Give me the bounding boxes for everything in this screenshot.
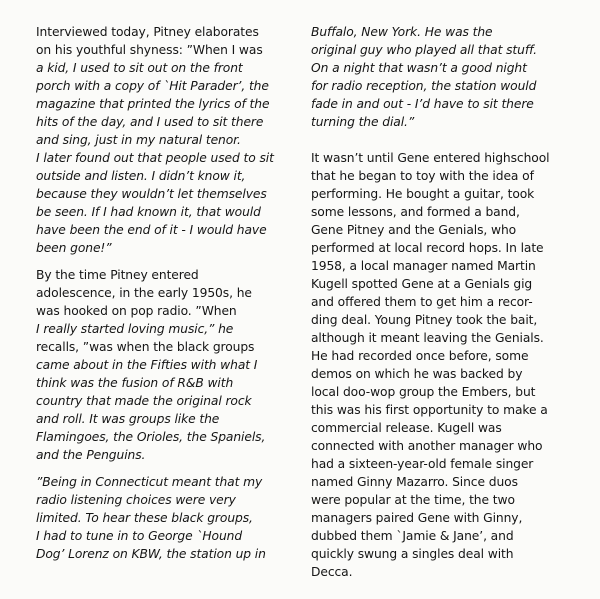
text-line: named Ginny Mazarro. Since duos	[311, 475, 518, 489]
text-line: He had recorded once before, some	[311, 349, 529, 363]
text-line: hits of the day, and I used to sit there	[36, 115, 264, 129]
text-line: Flamingoes, the Orioles, the Spaniels,	[36, 430, 266, 444]
text-line: and the Penguins.	[36, 448, 146, 462]
text-line: Kugell spotted Gene at a Genials gig	[311, 277, 533, 291]
text-line: ding deal. Young Pitney took the bait,	[311, 313, 538, 327]
text-line: commercial release. Kugell was	[311, 421, 502, 435]
text-line: I really started loving music,” he	[36, 322, 234, 336]
text-line: local doo-wop group the Embers, but	[311, 385, 536, 399]
text-line: Decca.	[311, 565, 353, 579]
text-line: demos on which he was backed by	[311, 367, 523, 381]
text-line: this was his first opportunity to make a	[311, 403, 548, 417]
text-line: turning the dial.”	[311, 115, 415, 129]
text-line: original guy who played all that stuff.	[311, 43, 537, 57]
text-line: dubbed them `Jamie & Jane’, and	[311, 529, 514, 543]
text-line: and roll. It was groups like the	[36, 412, 220, 426]
text-line: came about in the Fifties with what I	[36, 358, 258, 372]
text-line: managers paired Gene with Ginny,	[311, 511, 523, 525]
text-line: recalls, ”was when the black groups	[36, 340, 255, 354]
text-line: Interviewed today, Pitney elaborates	[36, 25, 259, 39]
text-line: fade in and out - I’d have to sit there	[311, 97, 534, 111]
text-line: and offered them to get him a recor-	[311, 295, 533, 309]
text-line: outside and listen. I didn’t know it,	[36, 169, 246, 183]
text-line: quickly swung a singles deal with	[311, 547, 514, 561]
text-line: some lessons, and formed a band,	[311, 205, 520, 219]
text-line: country that made the original rock	[36, 394, 252, 408]
text-line: because they wouldn’t let themselves	[36, 187, 267, 201]
text-line: a kid, I used to sit out on the front	[36, 61, 243, 75]
text-line: was hooked on pop radio. ”When	[36, 304, 237, 318]
text-line: although it meant leaving the Genials.	[311, 331, 544, 345]
text-line: performed at local record hops. In late	[311, 241, 544, 255]
text-line: performing. He bought a guitar, took	[311, 187, 535, 201]
text-line: adolescence, in the early 1950s, he	[36, 286, 252, 300]
text-line: By the time Pitney entered	[36, 268, 199, 282]
text-line: be seen. If I had known it, that would	[36, 205, 261, 219]
text-line: were popular at the time, the two	[311, 493, 515, 507]
text-line: and sing, just in my natural tenor.	[36, 133, 241, 147]
text-line: radio listening choices were very	[36, 493, 236, 507]
text-line: that he began to toy with the idea of	[311, 169, 534, 183]
text-line: on his youthful shyness: ”When I was	[36, 43, 263, 57]
text-line: Gene Pitney and the Genials, who	[311, 223, 517, 237]
text-line: for radio reception, the station would	[311, 79, 537, 93]
text-line: had a sixteen-year-old female singer	[311, 457, 534, 471]
text-line: I later found out that people used to sit	[36, 151, 274, 165]
text-line: limited. To hear these black groups,	[36, 511, 253, 525]
text-line: have been the end of it - I would have	[36, 223, 267, 237]
text-line: Dog’ Lorenz on KBW, the station up in	[36, 547, 266, 561]
text-line: 1958, a local manager named Martin	[311, 259, 536, 273]
text-line: porch with a copy of `Hit Parader’, the	[36, 79, 269, 93]
text-line: think was the fusion of R&B with	[36, 376, 234, 390]
text-line: On a night that wasn’t a good night	[311, 61, 527, 75]
text-line: magazine that printed the lyrics of the	[36, 97, 270, 111]
text-line: I had to tune in to George `Hound	[36, 529, 243, 543]
text-line: been gone!”	[36, 241, 112, 255]
text-line: ”Being in Connecticut meant that my	[36, 475, 263, 489]
text-line: Buffalo, New York. He was the	[311, 25, 493, 39]
text-line: connected with another manager who	[311, 439, 543, 453]
text-line: It wasn’t until Gene entered highschool	[311, 151, 550, 165]
